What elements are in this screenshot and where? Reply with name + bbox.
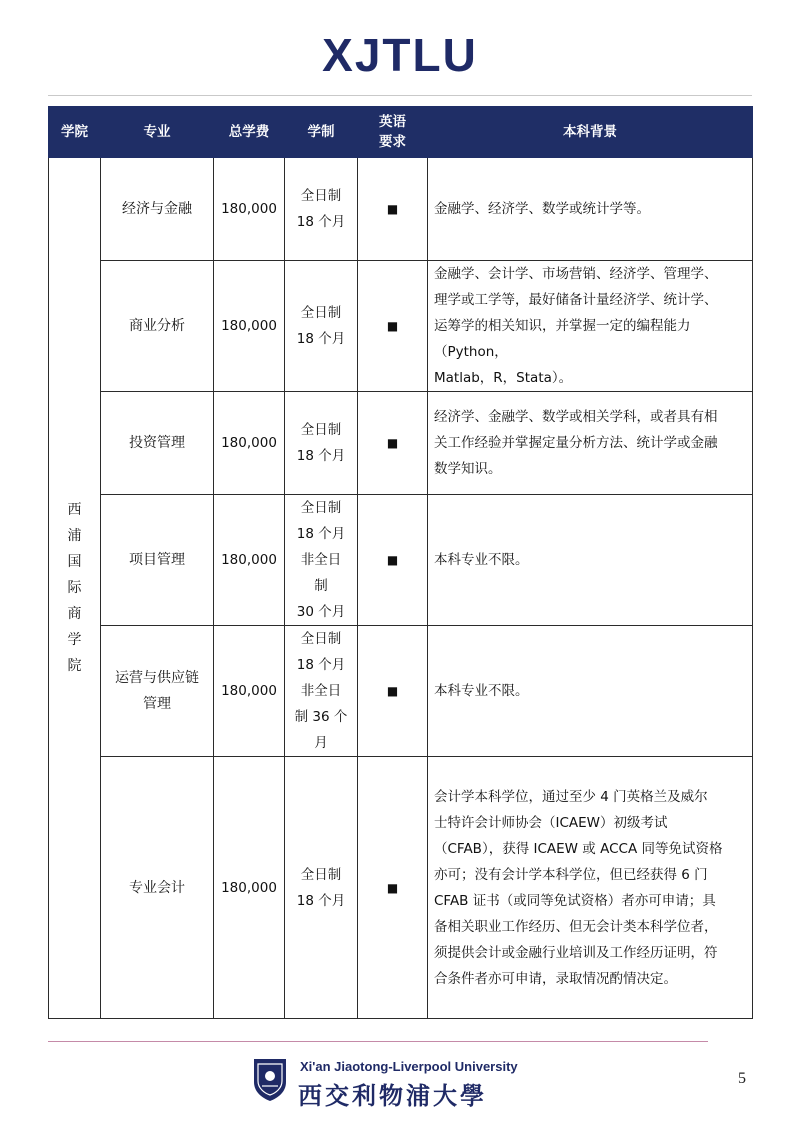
duration-line: 18 个月 xyxy=(296,657,346,673)
english-requirement-mark: ■ xyxy=(358,392,428,495)
table-row xyxy=(49,757,753,1019)
footer-divider xyxy=(48,1041,708,1042)
background-cell: 金融学、经济学、数学或统计学等。 xyxy=(428,158,753,261)
duration-line: 18 个月 xyxy=(296,214,346,230)
fee-cell: 180,000 xyxy=(214,757,285,1019)
header-duration: 学制 xyxy=(285,107,358,158)
background-line: 金融学、会计学、市场营销、经济学、管理学、 xyxy=(434,266,718,282)
duration-line: 全日制 xyxy=(300,500,342,516)
fee-cell: 180,000 xyxy=(214,261,285,392)
duration-cell xyxy=(285,158,358,261)
header-fee: 总学费 xyxy=(214,107,285,158)
duration-line: 全日制 xyxy=(300,188,342,204)
duration-line: 18 个月 xyxy=(296,331,346,347)
header-major: 专业 xyxy=(101,107,214,158)
background-line: 关工作经验并掌握定量分析方法、统计学或金融 xyxy=(434,435,718,451)
duration-cell xyxy=(285,626,358,757)
background-line: 须提供会计或金融行业培训及工作经历证明，符 xyxy=(434,944,718,961)
english-requirement-mark: ■ xyxy=(358,757,428,1019)
major-cell xyxy=(101,392,214,495)
background-cell xyxy=(428,757,753,1019)
background-line: 运筹学的相关知识，并掌握一定的编程能力 xyxy=(434,318,691,334)
background-line: （CFAB），获得 ICAEW 或 ACCA 同等免试资格 xyxy=(434,840,723,857)
major-name: 项目管理 xyxy=(129,552,185,568)
background-line: 经济学、金融学、数学或相关学科，或者具有相 xyxy=(434,409,718,425)
duration-line: 制 36 个 xyxy=(294,709,348,725)
fee-cell: 180,000 xyxy=(214,158,285,261)
major-name: 专业会计 xyxy=(129,879,185,896)
major-name: 商业分析 xyxy=(129,318,185,334)
duration-cell xyxy=(285,392,358,495)
table-row xyxy=(49,495,753,626)
table-row xyxy=(49,626,753,757)
university-crest-icon xyxy=(253,1058,287,1102)
duration-line: 18 个月 xyxy=(296,448,346,464)
duration-line: 全日制 xyxy=(300,422,342,438)
duration-line: 非全日 xyxy=(300,552,342,568)
table-row xyxy=(49,392,753,495)
header-school: 学院 xyxy=(49,107,101,158)
background-cell: 本科专业不限。 xyxy=(428,495,753,626)
duration-cell xyxy=(285,261,358,392)
background-line: 会计学本科学位，通过至少 4 门英格兰及威尔 xyxy=(434,788,708,805)
duration-line: 全日制 xyxy=(300,631,342,647)
major-name: 运营与供应链 xyxy=(115,670,199,686)
duration-line: 30 个月 xyxy=(296,604,346,620)
background-cell: 本科专业不限。 xyxy=(428,626,753,757)
major-cell xyxy=(101,626,214,757)
header-background: 本科背景 xyxy=(428,107,753,158)
programme-table xyxy=(48,106,753,1019)
background-line: 理学或工学等，最好储备计量经济学、统计学、 xyxy=(434,292,718,308)
background-line: 士特许会计师协会（ICAEW）初级考试 xyxy=(434,814,668,831)
school-cell xyxy=(49,158,101,1019)
english-requirement-mark: ■ xyxy=(358,261,428,392)
header-english-line1: 英语 xyxy=(379,114,406,130)
table-header-row xyxy=(49,107,753,158)
major-cell xyxy=(101,495,214,626)
duration-cell xyxy=(285,757,358,1019)
major-cell xyxy=(101,757,214,1019)
major-name: 管理 xyxy=(143,696,171,712)
fee-cell: 180,000 xyxy=(214,392,285,495)
background-line: 亦可；没有会计学本科学位，但已经获得 6 门 xyxy=(434,866,708,883)
table-row xyxy=(49,261,753,392)
background-line: （Python， xyxy=(434,344,508,360)
english-requirement-mark: ■ xyxy=(358,626,428,757)
fee-cell: 180,000 xyxy=(214,495,285,626)
major-name: 经济与金融 xyxy=(122,201,192,217)
table-row xyxy=(49,158,753,261)
background-line: Matlab，R，Stata）。 xyxy=(434,370,573,386)
duration-line: 非全日 xyxy=(300,683,342,699)
background-line: 合条件者亦可申请，录取情况酌情决定。 xyxy=(434,970,677,987)
school-name: 西浦国际商学院 xyxy=(67,502,82,674)
background-line: CFAB 证书（或同等免试资格）者亦可申请；具 xyxy=(434,892,716,909)
background-cell xyxy=(428,392,753,495)
university-name-english: Xi'an Jiaotong-Liverpool University xyxy=(300,1059,518,1074)
background-cell xyxy=(428,261,753,392)
university-name-chinese: 西交利物浦大學 xyxy=(298,1081,487,1110)
duration-cell xyxy=(285,495,358,626)
duration-line: 全日制 xyxy=(300,866,342,883)
major-cell xyxy=(101,158,214,261)
xjtlu-logo-text: XJTLU xyxy=(322,29,478,81)
duration-line: 18 个月 xyxy=(296,892,346,909)
fee-cell: 180,000 xyxy=(214,626,285,757)
duration-line: 全日制 xyxy=(300,305,342,321)
header-english-line2: 要求 xyxy=(379,134,406,150)
english-requirement-mark: ■ xyxy=(358,495,428,626)
english-requirement-mark: ■ xyxy=(358,158,428,261)
duration-line: 18 个月 xyxy=(296,526,346,542)
background-line: 备相关职业工作经历、但无会计类本科学位者， xyxy=(434,918,718,935)
page-number: 5 xyxy=(738,1070,746,1087)
background-line: 数学知识。 xyxy=(434,461,502,477)
major-name: 投资管理 xyxy=(129,435,185,451)
header-english xyxy=(358,107,428,158)
major-cell xyxy=(101,261,214,392)
duration-line: 制 xyxy=(314,578,328,594)
duration-line: 月 xyxy=(314,735,328,751)
header-divider xyxy=(48,95,752,96)
